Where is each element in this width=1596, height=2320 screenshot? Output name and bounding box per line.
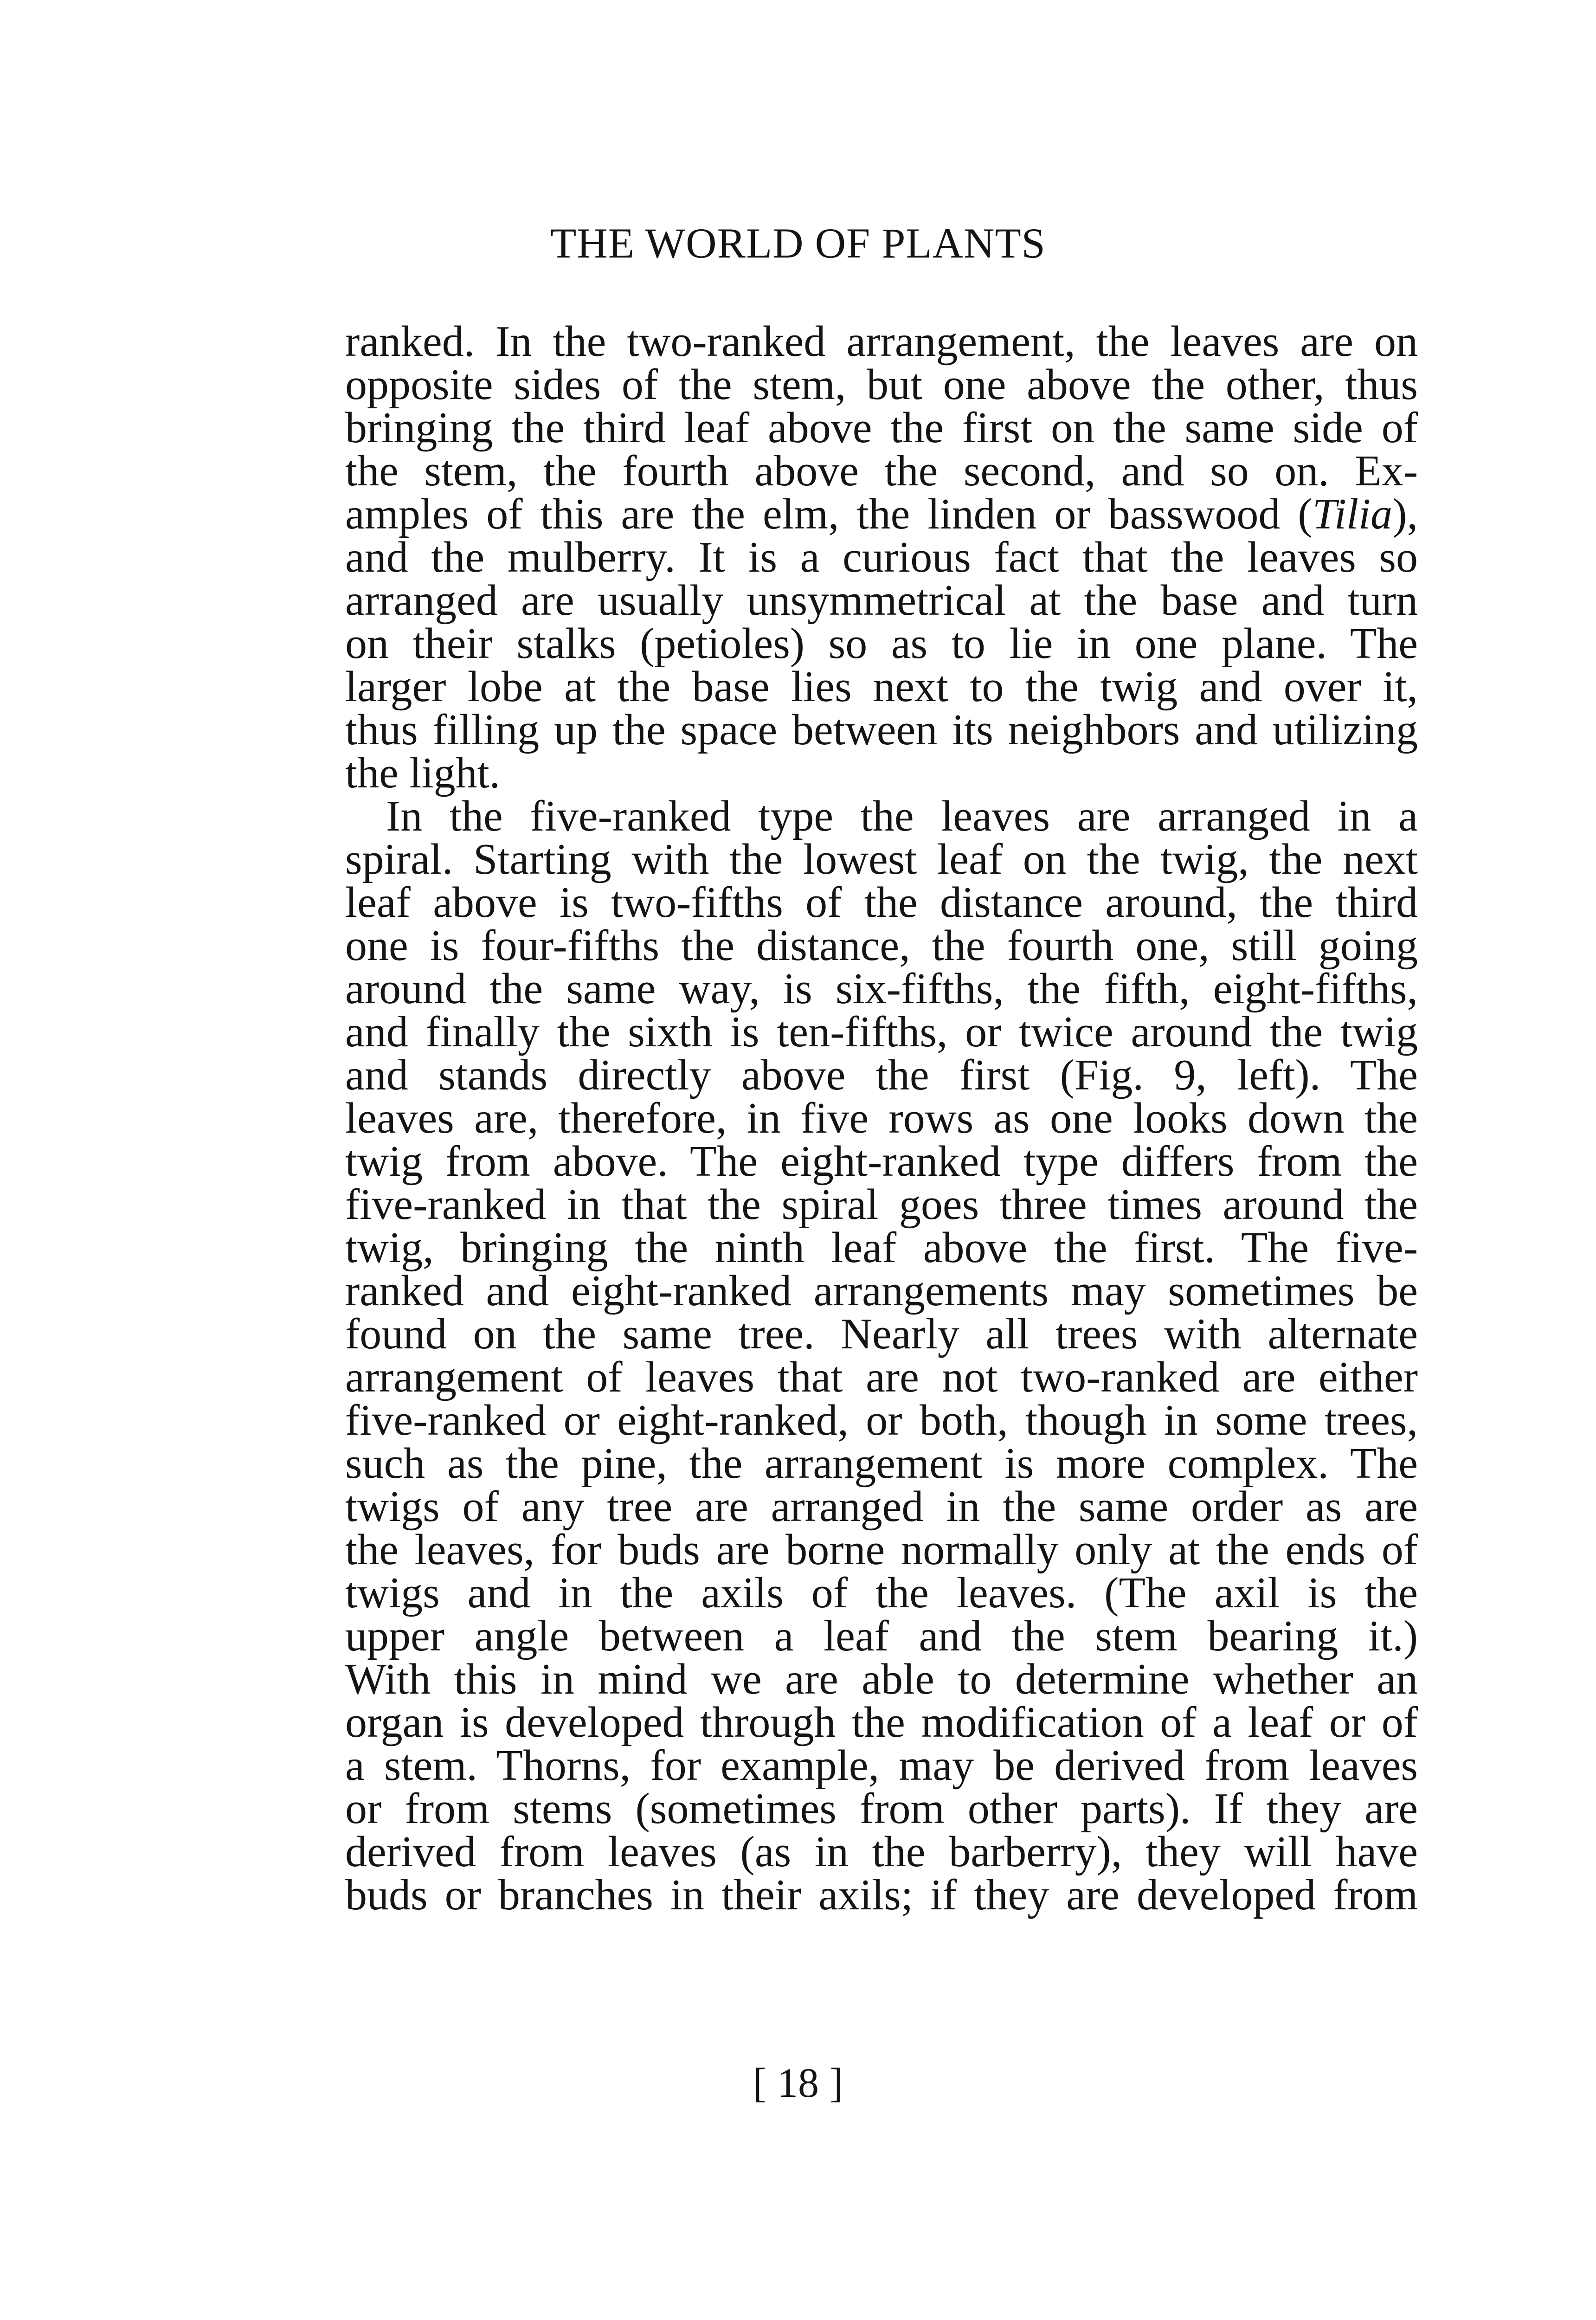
text-line: a stem. Thorns, for example, may be derived from leaves (345, 1741, 1418, 1790)
text-line: such as the pine, the arrangement is more complex. The (345, 1439, 1418, 1488)
page-number: [ 18 ] (753, 2060, 843, 2106)
text-line: ranked and eight-ranked arrangements may sometimes be (345, 1267, 1418, 1315)
text-line: around the same way, is six-fifths, the fifth, eight-fifths, (345, 965, 1418, 1013)
text-line: one is four-fifths the distance, the fourth one, still going (345, 922, 1418, 970)
running-head: THE WORLD OF PLANTS (550, 219, 1046, 267)
text-line: twig, bringing the ninth leaf above the first. The five- (345, 1224, 1418, 1272)
text-line: the leaves, for buds are borne normally only at the ends of (345, 1526, 1418, 1574)
text-line: arrangement of leaves that are not two-ranked are either (345, 1353, 1418, 1401)
text-line: five-ranked or eight-ranked, or both, though in some trees, (345, 1396, 1418, 1444)
text-line: leaf above is two-fifths of the distance around, the third (345, 878, 1418, 927)
text-line: twigs of any tree are arranged in the same order as are (345, 1482, 1418, 1531)
paragraph (345, 317, 1418, 797)
text-line: and stands directly above the first (Fig. 9, left). The (345, 1051, 1418, 1099)
italic-genus-name: Tilia (1312, 490, 1393, 538)
paragraph (345, 792, 1418, 1919)
text-line: amples of this are the elm, the linden or basswood (Tilia), (345, 490, 1418, 538)
text-line: thus filling up the space between its neighbors and utilizing (345, 706, 1418, 754)
body-text (345, 317, 1418, 1919)
text-line: larger lobe at the base lies next to the twig and over it, (345, 663, 1418, 711)
text-line: the stem, the fourth above the second, and so on. Ex- (345, 447, 1418, 495)
text-line: and finally the sixth is ten-fifths, or twice around the twig (345, 1008, 1418, 1056)
text-line: or from stems (sometimes from other parts). If they are (345, 1785, 1418, 1833)
text-line: five-ranked in that the spiral goes three times around the (345, 1180, 1418, 1229)
text-line: upper angle between a leaf and the stem bearing it.) (345, 1612, 1418, 1660)
text-line: on their stalks (petioles) so as to lie in one plane. The (345, 619, 1418, 668)
text-line: arranged are usually unsymmetrical at the base and turn (345, 576, 1418, 625)
text-line: twigs and in the axils of the leaves. (The axil is the (345, 1569, 1418, 1617)
text-line: leaves are, therefore, in five rows as one looks down the (345, 1094, 1418, 1142)
text-line: With this in mind we are able to determine whether an (345, 1655, 1418, 1703)
text-line: spiral. Starting with the lowest leaf on the twig, the next (345, 835, 1418, 883)
text-line: buds or branches in their axils; if they are developed from (345, 1871, 1418, 1919)
text-line: opposite sides of the stem, but one above the other, thus (345, 361, 1418, 409)
text-line: found on the same tree. Nearly all trees with alternate (345, 1310, 1418, 1358)
text-line: twig from above. The eight-ranked type differs from the (345, 1137, 1418, 1186)
text-line: bringing the third leaf above the first on the same side of (345, 404, 1418, 452)
text-line: derived from leaves (as in the barberry), they will have (345, 1828, 1418, 1876)
text-line: and the mulberry. It is a curious fact that the leaves so (345, 533, 1418, 581)
text-line: the light. (345, 749, 501, 797)
text-line: In the five-ranked type the leaves are arranged in a (386, 792, 1418, 840)
text-line: ranked. In the two-ranked arrangement, the leaves are on (345, 317, 1418, 366)
text-line: organ is developed through the modification of a leaf or of (345, 1698, 1418, 1746)
